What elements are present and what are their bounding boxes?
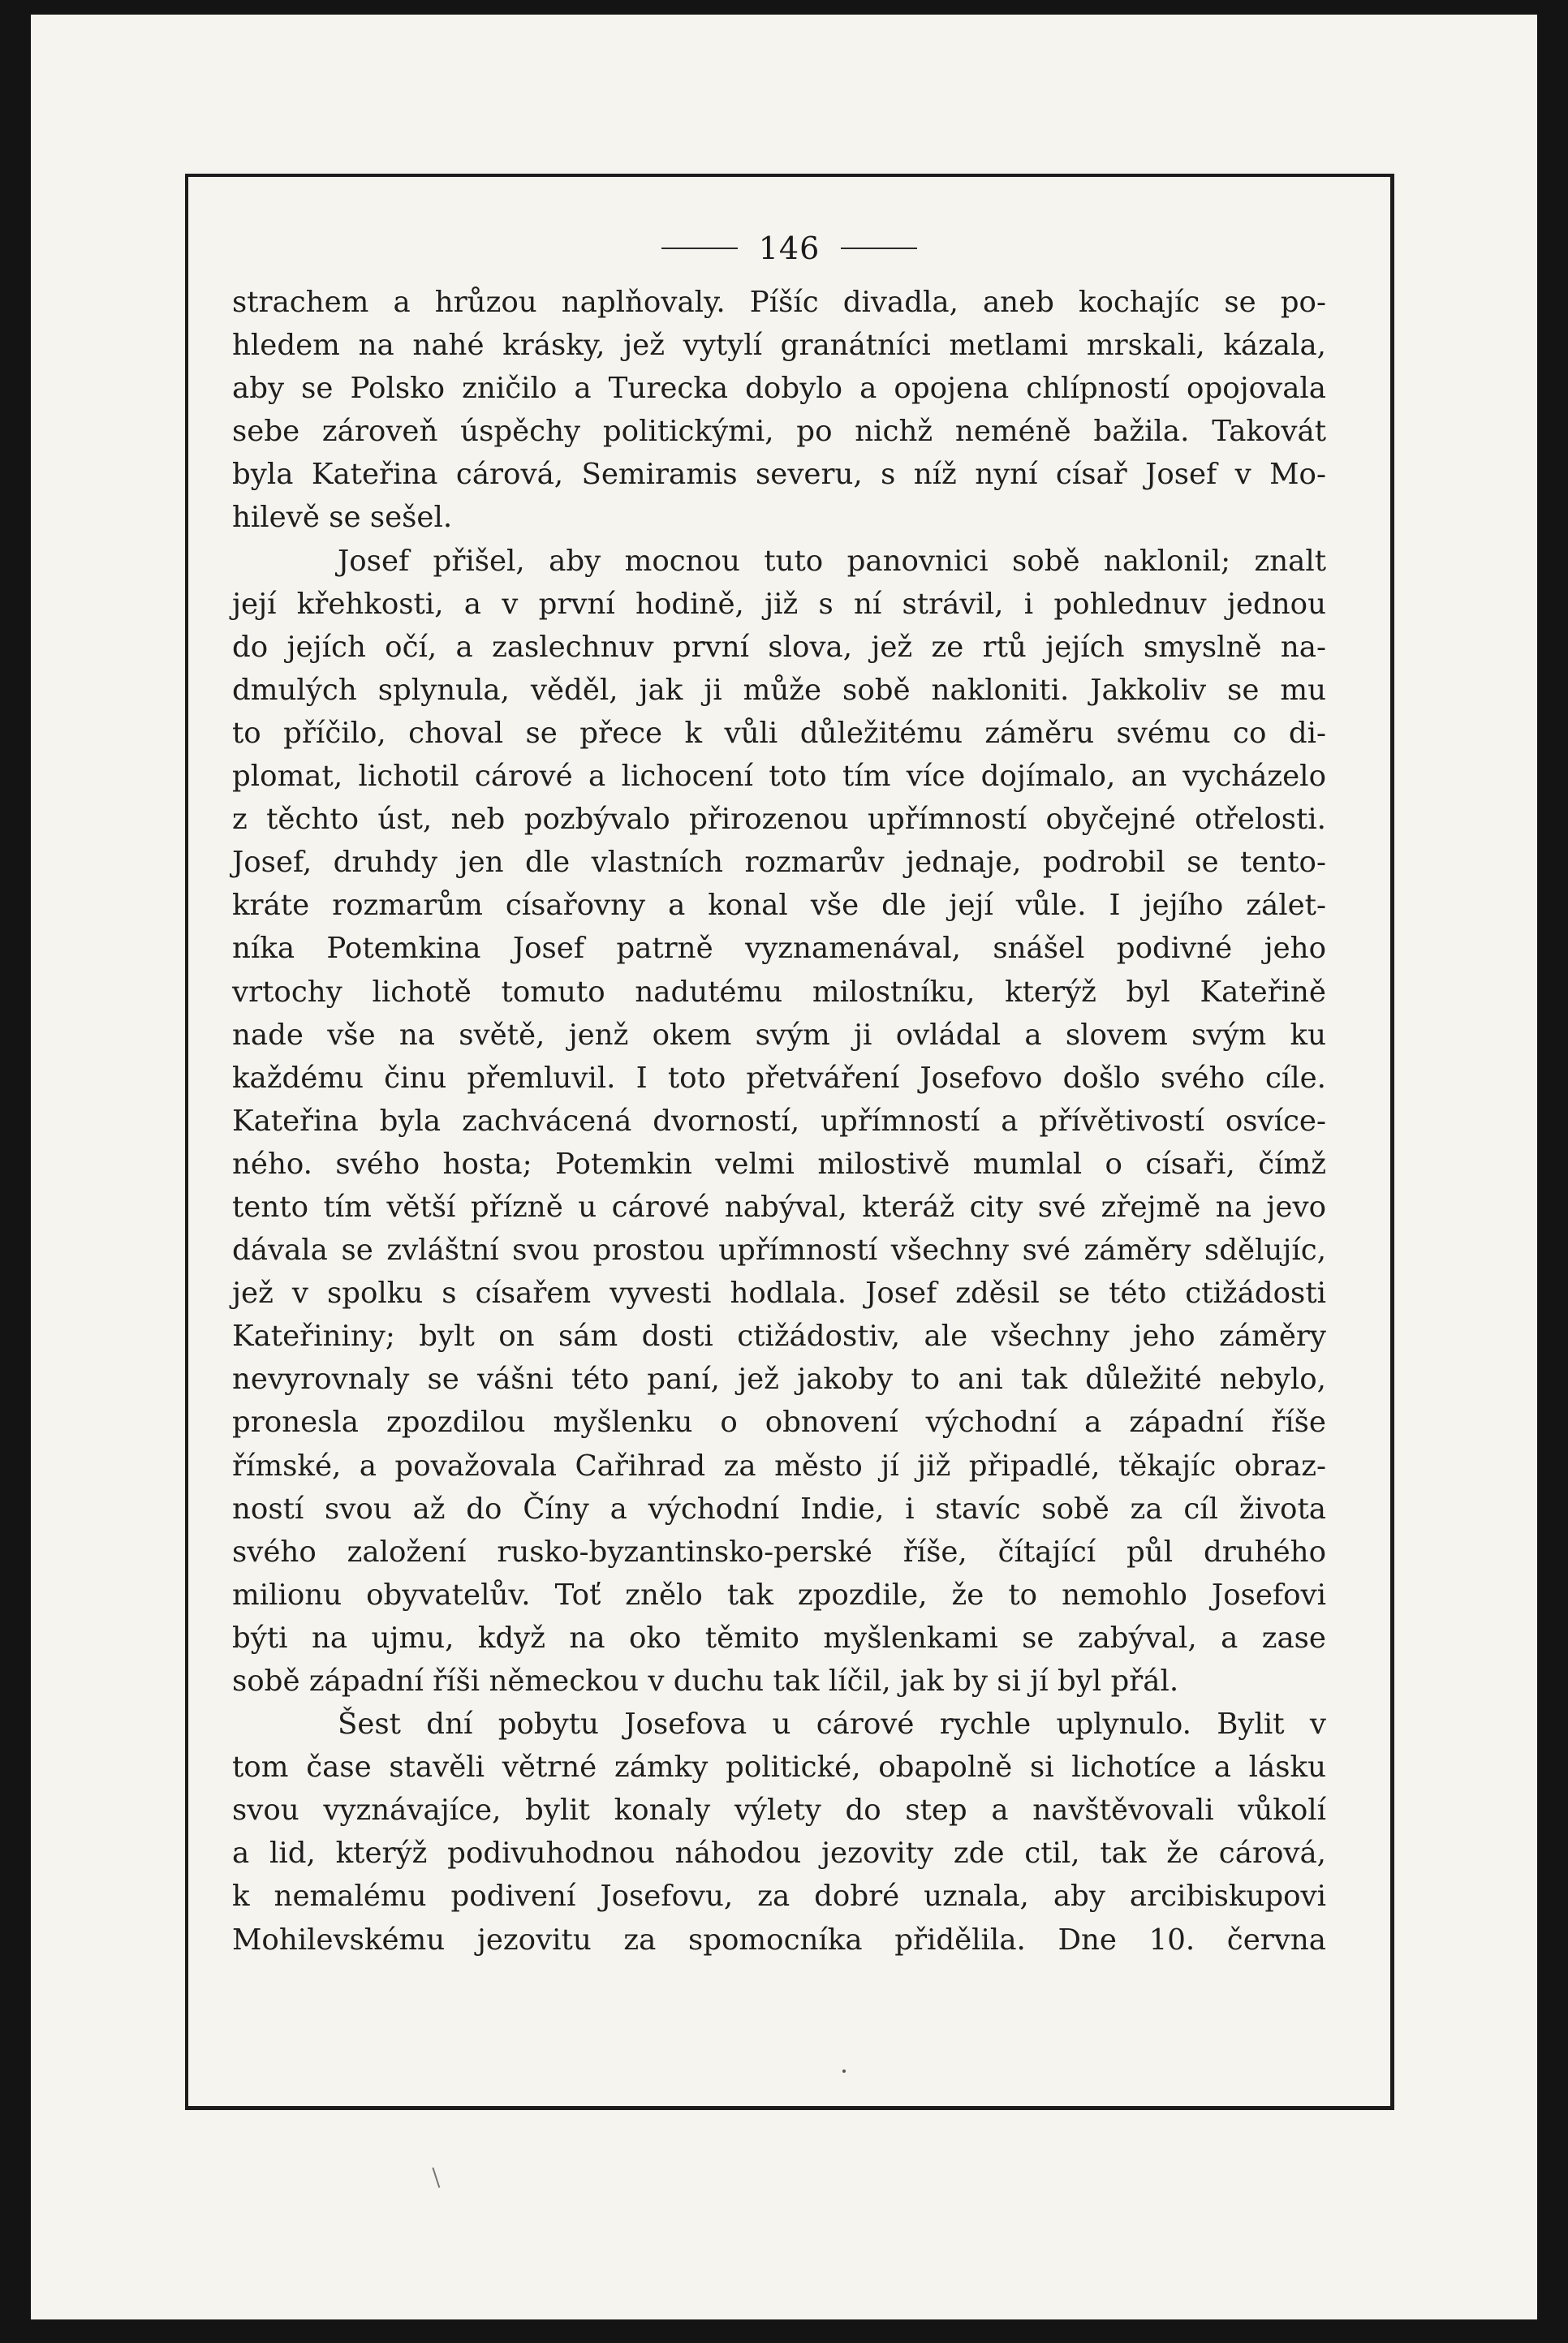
text-line: milionu obyvatelův. Toť znělo tak zpozdile, že to nemohlo Josefovi [232,1578,1326,1612]
paragraph [232,1703,1326,1962]
text-line: Josef přišel, aby mocnou tuto panovnici sobě naklonil; znalt [338,544,1326,578]
text-line: nevyrovnaly se vášni této paní, jež jakoby to ani tak důležité nebylo, [232,1363,1326,1397]
text-line: dávala se zvláštní svou prostou upřímností všechny své záměry sdělujíc, [232,1234,1326,1268]
text-line: z těchto úst, neb pozbývalo přirozenou upřímností obyčejné otřelosti. [232,803,1326,837]
text-line: aby se Polsko zničilo a Turecka dobylo a opojena chlípností opojovala [232,372,1326,406]
text-line: římské, a považovala Cařihrad za město jí již připadlé, těkajíc obraz- [232,1449,1326,1483]
text-line: hledem na nahé krásky, jež vytylí granátníci metlami mrskali, kázala, [232,329,1326,363]
text-line: strachem a hrůzou naplňovaly. Píšíc divadla, aneb kochajíc se po- [232,286,1326,319]
page-frame [185,174,1394,2110]
text-line: Mohilevskému jezovitu za spomocníka přidělila. Dne 10. června [232,1923,1326,1957]
print-speck [842,2070,846,2073]
text-line: býti na ujmu, když na oko těmito myšlenkami se zabýval, a zase [232,1621,1326,1655]
page-sheet [31,15,1537,2319]
text-line: sobě západní říši německou v duchu tak líčil, jak by si jí byl přál. [232,1665,1179,1698]
page-number: 146 [758,230,821,266]
header-rule-right [841,248,917,249]
text-line: její křehkosti, a v první hodině, již s ní strávil, i pohlednuv jednou [232,587,1326,621]
text-line: kráte rozmarům císařovny a konal vše dle její vůle. I jejího zálet- [232,889,1326,923]
text-line: vrtochy lichotě tomuto nadutému milostníku, kterýž byl Kateřině [232,975,1326,1009]
text-line: do jejích očí, a zaslechnuv první slova, jež ze rtů jejích smyslně na- [232,630,1326,664]
text-line: byla Kateřina cárová, Semiramis severu, s níž nyní císař Josef v Mo- [232,458,1326,492]
text-line: ného. svého hosta; Potemkin velmi milostivě mumlal o císaři, čímž [232,1147,1326,1181]
text-line: jež v spolku s císařem vyvesti hodlala. Josef zděsil se této ctižádosti [232,1277,1326,1311]
page-header [188,232,1390,265]
text-line: a lid, kterýž podivuhodnou náhodou jezovity zde ctil, tak že cárová, [232,1837,1326,1871]
text-line: tento tím větší přízně u cárové nabýval, kteráž city své zřejmě na jevo [232,1190,1326,1224]
text-line: plomat, lichotil cárové a lichocení toto tím více dojímalo, an vycházelo [232,760,1326,794]
text-line: hilevě se sešel. [232,501,453,535]
text-line: to příčilo, choval se přece k vůli důležitému záměru svému co di- [232,716,1326,750]
paragraph [232,281,1326,540]
text-line: k nemalému podivení Josefovu, za dobré uznala, aby arcibiskupovi [232,1880,1326,1914]
text-line: Josef, druhdy jen dle vlastních rozmarův jednaje, podrobil se tento- [232,846,1326,880]
text-line: Šest dní pobytu Josefova u cárové rychle uplynulo. Bylit v [338,1708,1326,1742]
text-line: pronesla zpozdilou myšlenku o obnovení východní a západní říše [232,1406,1326,1440]
header-rule-left [661,248,738,249]
body-text [232,281,1326,1962]
text-line: každému činu přemluvil. I toto přetváření Josefovo došlo svého cíle. [232,1061,1326,1095]
text-line: sebe zároveň úspěchy politickými, po nichž neméně bažila. Takovát [232,415,1326,449]
text-line: Kateřininy; bylt on sám dosti ctižádostiv, ale všechny jeho záměry [232,1320,1326,1354]
text-line: dmulých splynula, věděl, jak ji může sobě nakloniti. Jakkoliv se mu [232,673,1326,707]
text-line: nade vše na světě, jenž okem svým ji ovládal a slovem svým ku [232,1018,1326,1052]
text-line: svou vyznávajíce, bylit konaly výlety do step a navštěvovali vůkolí [232,1794,1326,1828]
text-line: tom čase stavěli větrné zámky politické, obapolně si lichotíce a lásku [232,1751,1326,1785]
text-line: svého založení rusko-byzantinsko-perské říše, čítající půl druhého [232,1535,1326,1569]
text-line: ností svou až do Číny a východní Indie, i stavíc sobě za cíl života [232,1492,1326,1526]
text-line: Kateřina byla zachvácená dvorností, upřímností a přívětivostí osvíce- [232,1104,1326,1138]
text-line: níka Potemkina Josef patrně vyznamenával, snášel podivné jeho [232,932,1326,966]
pencil-mark [432,2164,450,2188]
paragraph [232,540,1326,1703]
